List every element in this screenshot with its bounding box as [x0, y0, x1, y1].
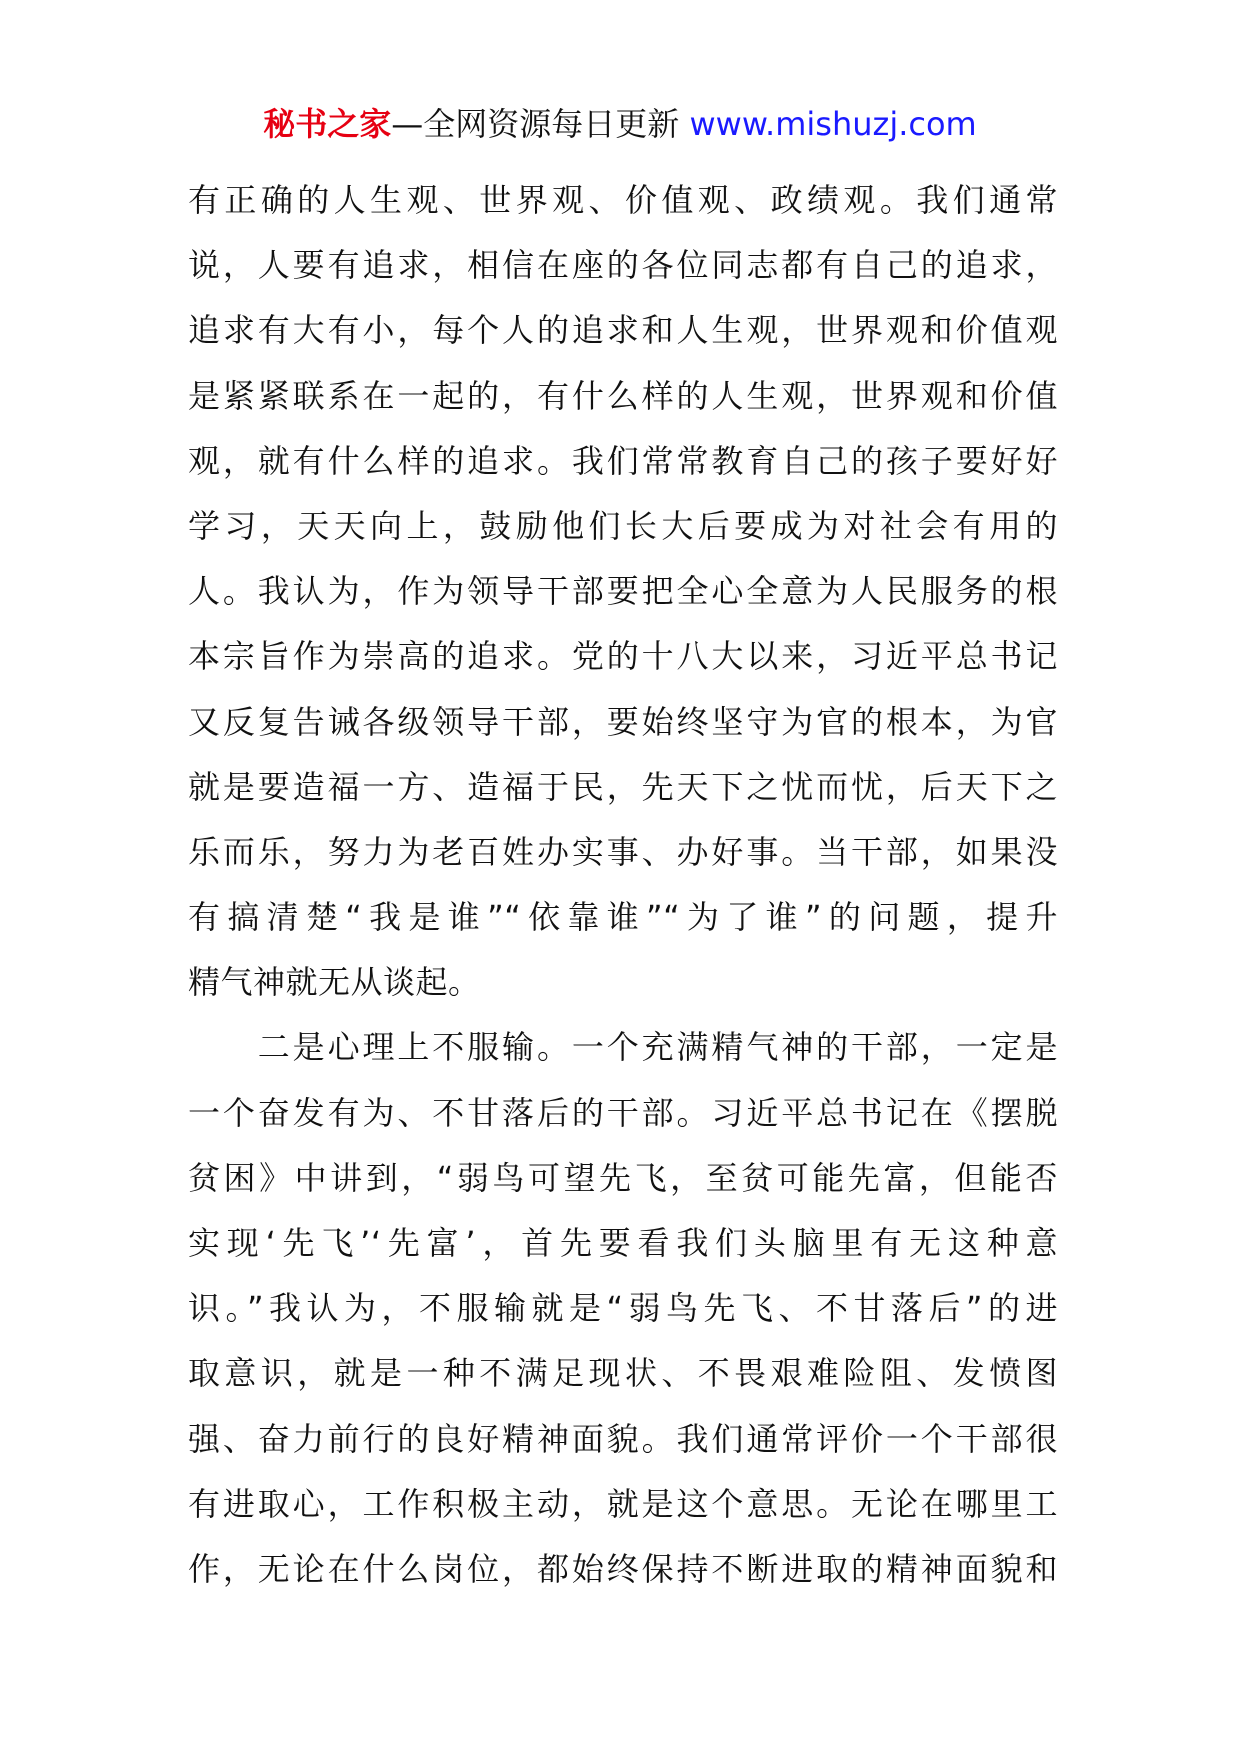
text-line: 观，就有什么样的追求。我们常常教育自己的孩子要好好: [188, 441, 1058, 480]
text-line: 说，人要有追求，相信在座的各位同志都有自己的追求，: [188, 246, 1058, 285]
watermark-header: [0, 100, 1240, 148]
text-line: 精气神就无从谈起。: [188, 963, 481, 1002]
text-line: 追求有大有小，每个人的追求和人生观，世界观和价值观: [188, 311, 1058, 350]
text-line: 就是要造福一方、造福于民，先天下之忧而忧，后天下之: [188, 767, 1058, 806]
text-line: 学习，天天向上，鼓励他们长大后要成为对社会有用的: [188, 506, 1058, 545]
text-line: 有正确的人生观、世界观、价值观、政绩观。我们通常: [188, 181, 1058, 219]
text-line: 作，无论在什么岗位，都始终保持不断进取的精神面貌和: [188, 1549, 1058, 1588]
text-line: 有进取心，工作积极主动，就是这个意思。无论在哪里工: [188, 1484, 1058, 1523]
text-line: 二是心理上不服输。一个充满精气神的干部，一定是: [188, 1028, 1058, 1067]
header-tagline: —全网资源每日更新: [391, 105, 690, 143]
document-body: [188, 168, 1058, 1602]
text-line: 取意识，就是一种不满足现状、不畏艰难险阻、发愤图: [188, 1354, 1058, 1393]
text-line: 又反复告诫各级领导干部，要始终坚守为官的根本，为官: [188, 702, 1058, 741]
text-line: 有搞清楚“我是谁”“依靠谁”“为了谁”的问题，提升: [188, 898, 1058, 937]
text-line: 是紧紧联系在一起的，有什么样的人生观，世界观和价值: [188, 376, 1058, 415]
text-line: 乐而乐，努力为老百姓办实事、办好事。当干部，如果没: [188, 832, 1058, 871]
text-line: 本宗旨作为崇高的追求。党的十八大以来，习近平总书记: [188, 637, 1058, 676]
text-line: 识。”我认为，不服输就是“弱鸟先飞、不甘落后”的进: [188, 1289, 1058, 1328]
text-line: 实现‘先飞’‘先富’，首先要看我们头脑里有无这种意: [188, 1224, 1058, 1262]
text-line: 贫困》中讲到，“弱鸟可望先飞，至贫可能先富，但能否: [188, 1158, 1058, 1197]
text-line: 强、奋力前行的良好精神面貌。我们通常评价一个干部很: [188, 1419, 1058, 1458]
header-url[interactable]: www.mishuzj.com: [689, 105, 977, 143]
text-line: 一个奋发有为、不甘落后的干部。习近平总书记在《摆脱: [188, 1093, 1058, 1132]
header-brand: 秘书之家: [263, 105, 392, 143]
text-line: 人。我认为，作为领导干部要把全心全意为人民服务的根: [188, 572, 1058, 611]
